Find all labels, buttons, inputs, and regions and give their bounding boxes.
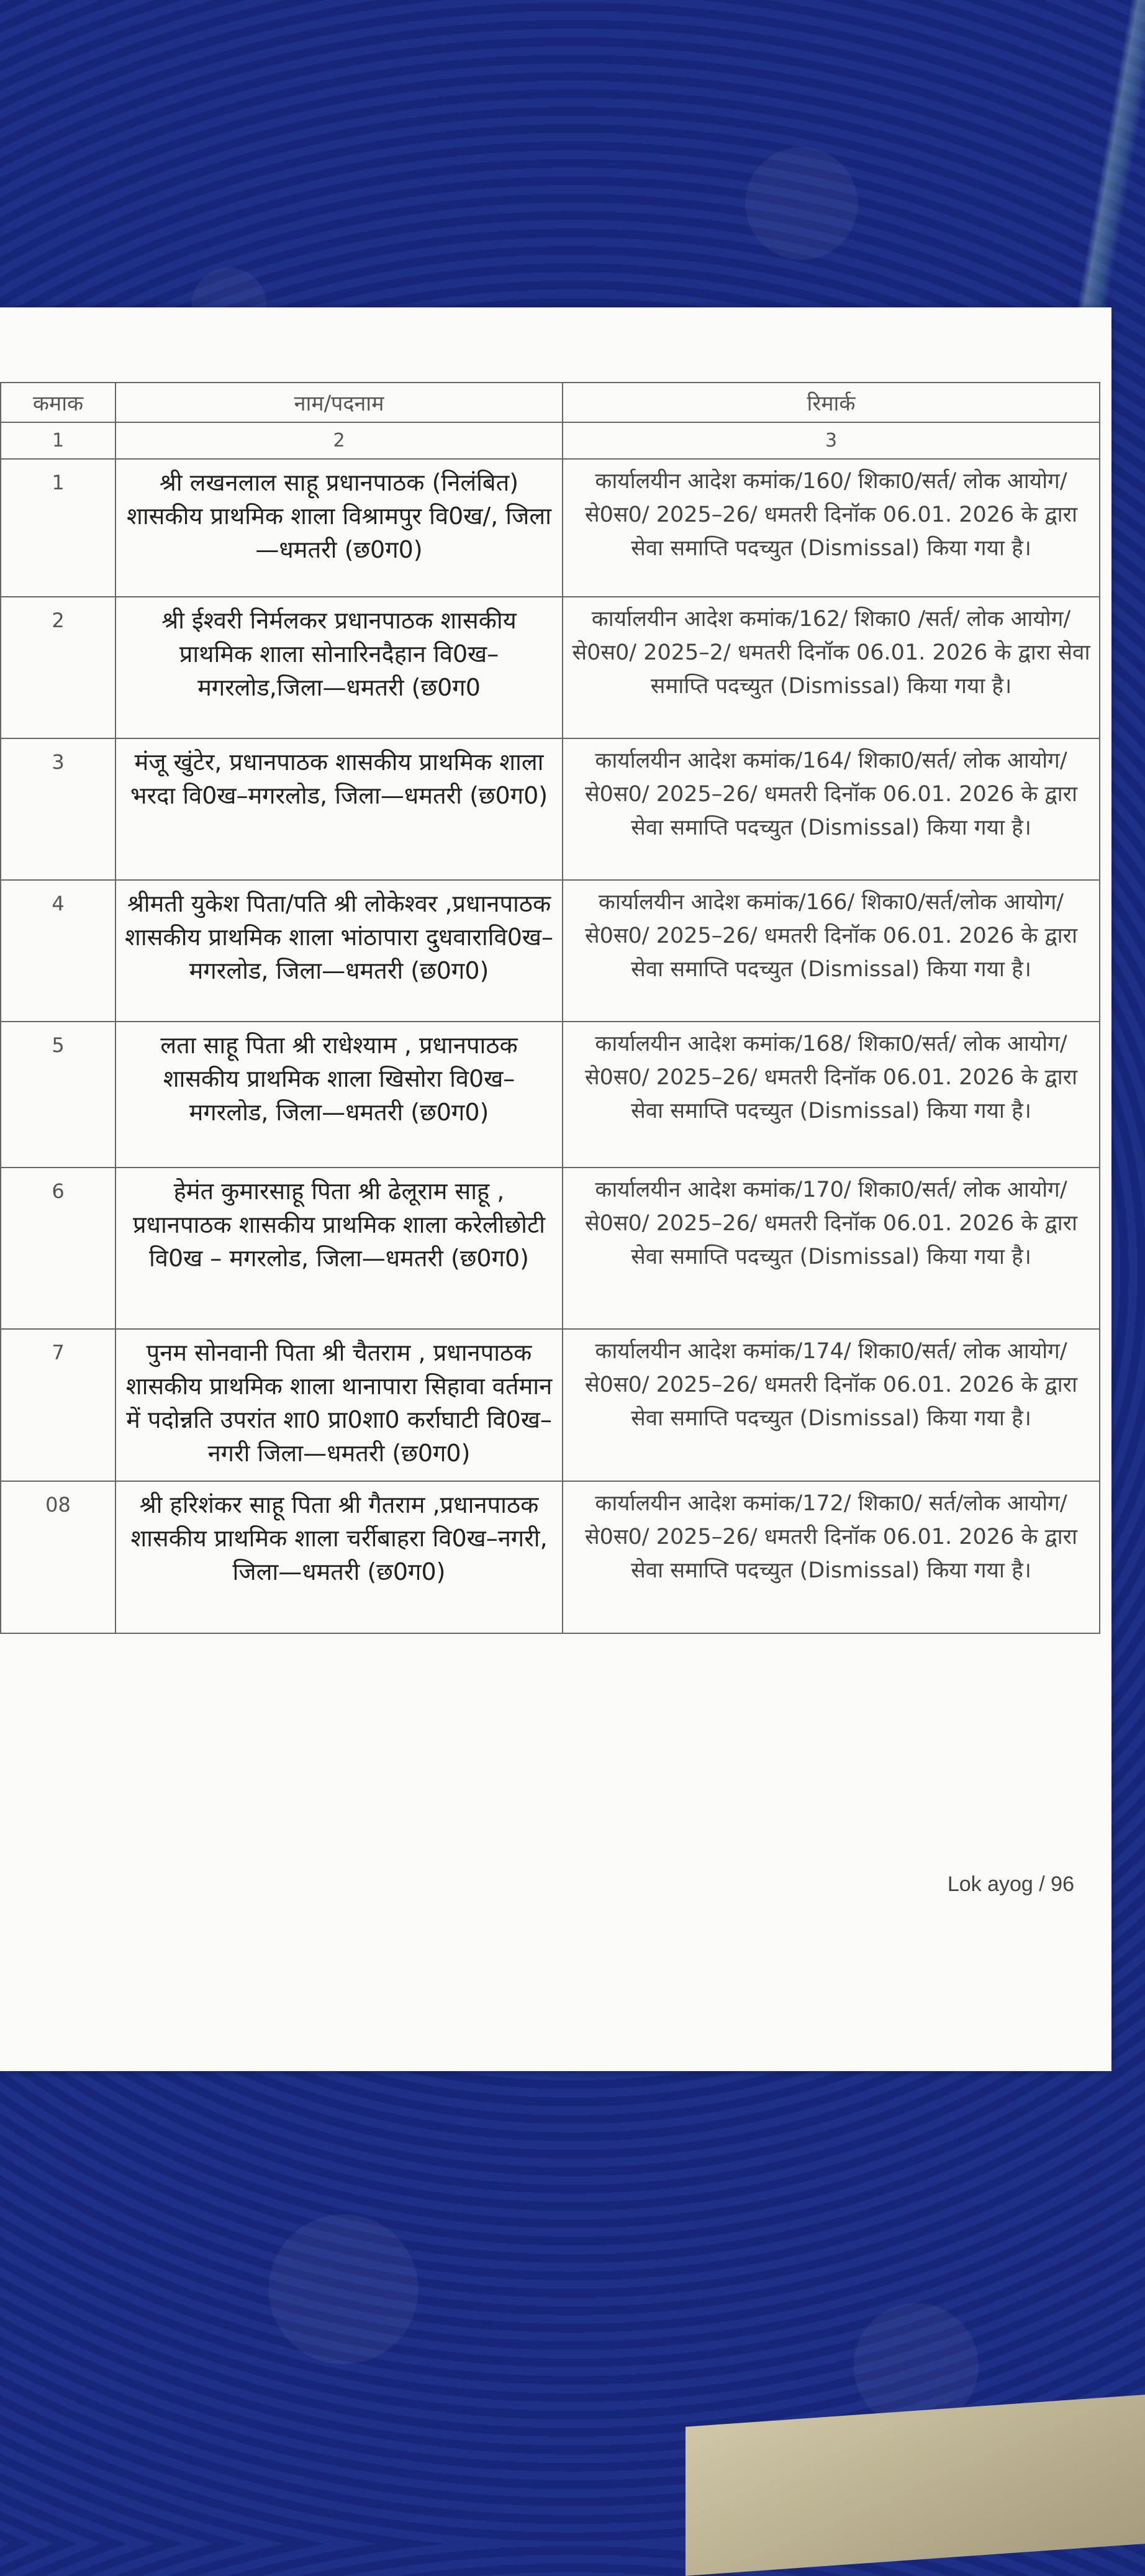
row-serial: 4 [1,880,115,1022]
header-row [1,383,1100,422]
row-serial: 7 [1,1329,115,1481]
row-serial: 08 [1,1481,115,1633]
row-name: श्री लखनलाल साहू प्रधानपाठक (निलंबित) शासकीय प्राथमिक शाला विश्रामपुर वि0ख/, जिला—धमतरी (छ0ग0) [115,459,563,597]
page-footer: Lok ayog / 96 [947,1872,1074,1896]
row-remark: कार्यालयीन आदेश कमांक/164/ शिका0/सर्त/ लोक आयोग/ से0स0/ 2025–26/ धमतरी दिनॉक 06.01. 2026 के द्वारा सेवा समाप्ति पदच्युत (Dismissal) किया गया है। [563,738,1100,880]
row-name: लता साहू पिता श्री राधेश्याम , प्रधानपाठक शासकीय प्राथमिक शाला खिसोरा वि0ख–मगरलोड, जिला—धमतरी (छ0ग0) [115,1022,563,1168]
row-serial: 1 [1,459,115,597]
header-remark: रिमार्क [563,383,1100,422]
row-name: मंजू खुंटेर, प्रधानपाठक शासकीय प्राथमिक शाला भरदा वि0ख–मगरलोड, जिला—धमतरी (छ0ग0) [115,738,563,880]
row-remark: कार्यालयीन आदेश कमांक/170/ शिका0/सर्त/ लोक आयोग/ से0स0/ 2025–26/ धमतरी दिनॉक 06.01. 2026 के द्वारा सेवा समाप्ति पदच्युत (Dismissal) किया गया है। [563,1168,1100,1329]
column-number: 3 [563,422,1100,459]
column-number: 1 [1,422,115,459]
column-number: 2 [115,422,563,459]
row-name: हेमंत कुमारसाहू पिता श्री ढेलूराम साहू , प्रधानपाठक शासकीय प्राथमिक शाला करेलीछोटी वि0ख – मगरलोड, जिला—धमतरी (छ0ग0) [115,1168,563,1329]
table-row [1,459,1100,597]
table-row [1,1168,1100,1329]
row-name: श्री ईश्वरी निर्मलकर प्रधानपाठक शासकीय प्राथमिक शाला सोनारिनदैहान वि0ख–मगरलोड,जिला—धमतरी (छ0ग0 [115,597,563,738]
row-serial: 6 [1,1168,115,1329]
header-name: नाम/पदनाम [115,383,563,422]
row-serial: 2 [1,597,115,738]
row-remark: कार्यालयीन आदेश कमांक/166/ शिका0/सर्त/लोक आयोग/ से0स0/ 2025–26/ धमतरी दिनॉक 06.01. 2026 के द्वारा सेवा समाप्ति पदच्युत (Dismissal) किया गया है। [563,880,1100,1022]
row-name: श्री हरिशंकर साहू पिता श्री गैतराम ,प्रधानपाठक शासकीय प्राथमिक शाला चर्रीबाहरा वि0ख–नगरी, जिला—धमतरी (छ0ग0) [115,1481,563,1633]
row-remark: कार्यालयीन आदेश कमांक/168/ शिका0/सर्त/ लोक आयोग/ से0स0/ 2025–26/ धमतरी दिनॉक 06.01. 2026 के द्वारा सेवा समाप्ति पदच्युत (Dismissal) किया गया है। [563,1022,1100,1168]
background-cloth [686,2395,1145,2576]
row-name: पुनम सोनवानी पिता श्री चैतराम , प्रधानपाठक शासकीय प्राथमिक शाला थानापारा सिहावा वर्तमान में पदोन्नति उपरांत शा0 प्रा0शा0 कर्राघाटी वि0ख–नगरी जिला—धमतरी (छ0ग0) [115,1329,563,1481]
row-serial: 3 [1,738,115,880]
table-row [1,1329,1100,1481]
row-remark: कार्यालयीन आदेश कमांक/162/ शिका0 /सर्त/ लोक आयोग/ से0स0/ 2025–2/ धमतरी दिनॉक 06.01. 2026 के द्वारा सेवा समाप्ति पदच्युत (Dismissal) किया गया है। [563,597,1100,738]
row-remark: कार्यालयीन आदेश कमांक/160/ शिका0/सर्त/ लोक आयोग/ से0स0/ 2025–26/ धमतरी दिनॉक 06.01. 2026 के द्वारा सेवा समाप्ति पदच्युत (Dismissal) किया गया है। [563,459,1100,597]
table-row [1,1481,1100,1633]
row-remark: कार्यालयीन आदेश कमांक/172/ शिका0/ सर्त/लोक आयोग/ से0स0/ 2025–26/ धमतरी दिनॉक 06.01. 2026 के द्वारा सेवा समाप्ति पदच्युत (Dismissal) किया गया है। [563,1481,1100,1633]
table-row [1,880,1100,1022]
document-page [0,307,1111,2071]
table-row [1,597,1100,738]
row-serial: 5 [1,1022,115,1168]
table-row [1,738,1100,880]
table-row [1,1022,1100,1168]
dismissal-table [0,382,1100,1634]
row-name: श्रीमती युकेश पिता/पति श्री लोकेश्वर ,प्रधानपाठक शासकीय प्राथमिक शाला भांठापारा दुधवारावि0ख–मगरलोड, जिला—धमतरी (छ0ग0) [115,880,563,1022]
row-remark: कार्यालयीन आदेश कमांक/174/ शिका0/सर्त/ लोक आयोग/ से0स0/ 2025–26/ धमतरी दिनॉक 06.01. 2026 के द्वारा सेवा समाप्ति पदच्युत (Dismissal) किया गया है। [563,1329,1100,1481]
column-number-row [1,422,1100,459]
header-serial: कमाक [1,383,115,422]
